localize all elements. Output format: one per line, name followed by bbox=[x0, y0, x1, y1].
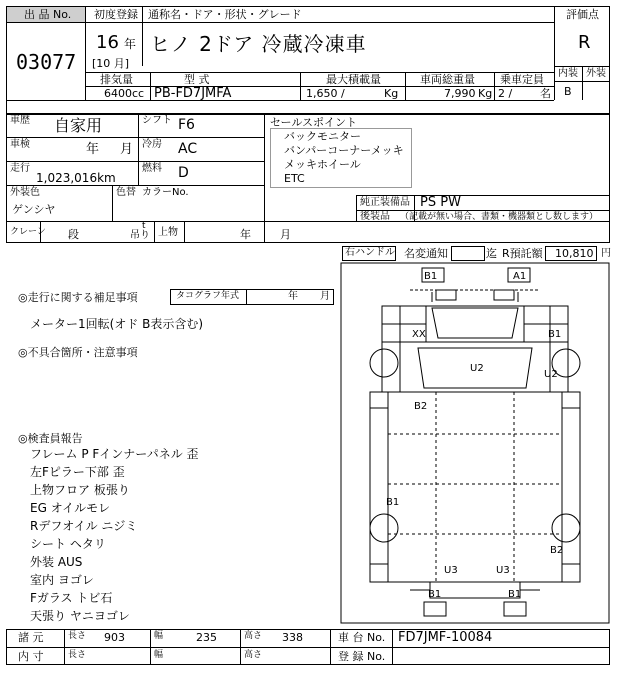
capacity-label: 乗車定員 bbox=[500, 73, 544, 86]
damage-mark-u2: U2 bbox=[470, 363, 484, 374]
capacity-unit: 名 bbox=[540, 87, 551, 100]
defect-title: ◎不具合箇所・注意事項 bbox=[18, 346, 138, 359]
vehicle-name: ヒノ 2ドア 冷蔵冷凍車 bbox=[150, 32, 367, 56]
reg-year: 16 bbox=[96, 32, 119, 53]
inspector-line: 室内 ヨゴレ bbox=[30, 573, 94, 587]
grade-label: 評価点 bbox=[566, 8, 599, 21]
ac-value: AC bbox=[178, 141, 198, 157]
loading-month: 月 bbox=[280, 228, 291, 241]
chassis-value: FD7JMF-10084 bbox=[398, 630, 493, 645]
tacho-year: 年 bbox=[288, 291, 298, 302]
mileage-value: 1,023,016km bbox=[36, 171, 116, 185]
damage-mark-b1: B1 bbox=[508, 589, 522, 600]
length-label: 長さ bbox=[68, 631, 87, 641]
name-change-box bbox=[451, 246, 485, 261]
model-value: PB-FD7JMFA bbox=[154, 86, 232, 101]
dim-label: 諸 元 bbox=[18, 631, 44, 644]
aftermarket-label: 後装品 bbox=[360, 211, 390, 222]
damage-mark-b1: B1 bbox=[424, 271, 438, 282]
inspector-line: 天張り ヤニヨゴレ bbox=[30, 609, 130, 623]
supplement-text: メーター1回転(オド B表示含む) bbox=[30, 317, 204, 331]
crane-lift: 吊り bbox=[130, 230, 150, 241]
disp-unit: cc bbox=[132, 87, 145, 100]
inspector-line: 左Fピラー下部 歪 bbox=[30, 465, 125, 479]
inspector-line: EG オイルモレ bbox=[30, 501, 111, 515]
color-change-label: 色替 bbox=[116, 187, 136, 198]
interior-label: 内装 bbox=[558, 68, 578, 79]
reg-no-label: 登 録 No. bbox=[338, 650, 386, 663]
sales-point: ETC bbox=[284, 172, 305, 185]
tacho-label: タコグラフ年式 bbox=[176, 291, 240, 301]
damage-mark-u3: U3 bbox=[496, 565, 510, 576]
height-label-2: 高さ bbox=[244, 650, 263, 660]
inspector-line: 外装 AUS bbox=[30, 555, 83, 569]
sales-point: メッキホイール bbox=[284, 158, 361, 171]
reg-year-unit: 年 bbox=[124, 37, 137, 51]
length-value: 903 bbox=[104, 631, 125, 644]
tacho-month: 月 bbox=[320, 291, 330, 302]
gross-value: 7,990 bbox=[444, 87, 476, 100]
loading-year: 年 bbox=[240, 228, 251, 241]
history-label: 車歴 bbox=[10, 115, 30, 126]
ac-label: 冷房 bbox=[142, 139, 162, 150]
inspector-line: シート ヘタリ bbox=[30, 537, 106, 551]
crane-label: クレーン bbox=[10, 227, 46, 237]
sales-point: バックモニター bbox=[284, 130, 361, 143]
grade-value: R bbox=[578, 32, 591, 53]
inspector-line: Fガラス トビ石 bbox=[30, 591, 113, 605]
name-change-label: 名変通知 bbox=[404, 247, 448, 260]
inspector-line: 上物フロア 板張り bbox=[30, 483, 130, 497]
recycle-unit: 円 bbox=[601, 248, 611, 259]
chassis-label: 車 台 No. bbox=[338, 631, 386, 644]
shift-value: F6 bbox=[178, 117, 195, 133]
exterior-label: 外装 bbox=[586, 68, 606, 79]
handle-value: 右ハンドル bbox=[345, 247, 395, 258]
reg-month: [10 月] bbox=[92, 57, 130, 70]
gross-label: 車両総重量 bbox=[420, 73, 475, 86]
lot-label: 出 品 No. bbox=[24, 8, 72, 21]
height-value: 338 bbox=[282, 631, 303, 644]
mileage-label: 走行 bbox=[10, 163, 30, 174]
sales-label: セールスポイント bbox=[270, 116, 358, 129]
supplement-title: ◎走行に関する補足事項 bbox=[18, 291, 138, 304]
length-label-2: 長さ bbox=[68, 650, 87, 660]
damage-mark-xx: XX bbox=[412, 329, 426, 340]
damage-mark-u3: U3 bbox=[444, 565, 458, 576]
color-value: ゲンシヤ bbox=[12, 203, 56, 216]
interior-dim-label: 内 寸 bbox=[18, 650, 44, 663]
load-label: 最大積載量 bbox=[326, 73, 381, 86]
damage-mark-b2: B2 bbox=[414, 401, 428, 412]
recycle-value: 10,810 bbox=[555, 247, 594, 260]
genuine-value: PS PW bbox=[420, 195, 461, 210]
loading-label: 上物 bbox=[158, 227, 178, 238]
history-value: 自家用 bbox=[54, 116, 103, 135]
inspector-line: Rデフオイル ニジミ bbox=[30, 519, 138, 533]
width-label: 幅 bbox=[154, 631, 164, 641]
inspection-month: 月 bbox=[120, 142, 134, 157]
width-label-2: 幅 bbox=[154, 650, 164, 660]
truck-damage-diagram bbox=[340, 262, 610, 624]
shift-label: シフト bbox=[142, 115, 172, 126]
inspection-label: 車検 bbox=[10, 139, 30, 150]
damage-mark-b1: B1 bbox=[548, 329, 562, 340]
damage-mark-a1: A1 bbox=[513, 271, 527, 282]
genuine-label: 純正装備品 bbox=[360, 197, 410, 208]
first-reg-label: 初度登録 bbox=[94, 8, 138, 21]
color-code-label: カラーNo. bbox=[142, 187, 189, 198]
disp-value: 6400 bbox=[104, 87, 132, 100]
interior-grade: B bbox=[564, 85, 572, 98]
fuel-value: D bbox=[178, 165, 189, 181]
model-label: 型 式 bbox=[184, 73, 210, 86]
recycle-label: R預託額 bbox=[502, 247, 543, 260]
damage-mark-b1: B1 bbox=[428, 589, 442, 600]
sales-point: バンパーコーナーメッキ bbox=[284, 144, 404, 157]
damage-mark-b2: B2 bbox=[550, 545, 564, 556]
width-value: 235 bbox=[196, 631, 217, 644]
name-label: 通称名・ドア・形状・グレード bbox=[148, 8, 302, 21]
gross-unit: Kg bbox=[478, 87, 493, 100]
capacity-value: 2 / bbox=[498, 87, 513, 100]
disp-label: 排気量 bbox=[100, 73, 133, 86]
deadline-label: 迄 bbox=[486, 247, 497, 260]
crane-ton: t bbox=[142, 221, 146, 231]
load-value: 1,650 / bbox=[306, 87, 345, 100]
load-unit: Kg bbox=[384, 87, 399, 100]
crane-stage: 段 bbox=[68, 228, 79, 241]
damage-mark-u2: U2 bbox=[544, 369, 558, 380]
aftermarket-note: （記載が無い場合、書類・機器類とし数します） bbox=[400, 212, 599, 222]
inspector-title: ◎検査員報告 bbox=[18, 432, 83, 445]
lot-number: 03077 bbox=[16, 50, 77, 74]
fuel-label: 燃料 bbox=[142, 163, 162, 174]
inspector-line: フレーム P Fインナーパネル 歪 bbox=[30, 447, 199, 461]
inspection-year: 年 bbox=[86, 142, 100, 157]
height-label: 高さ bbox=[244, 631, 263, 641]
damage-mark-b1: B1 bbox=[386, 497, 400, 508]
color-label: 外装色 bbox=[10, 187, 40, 198]
